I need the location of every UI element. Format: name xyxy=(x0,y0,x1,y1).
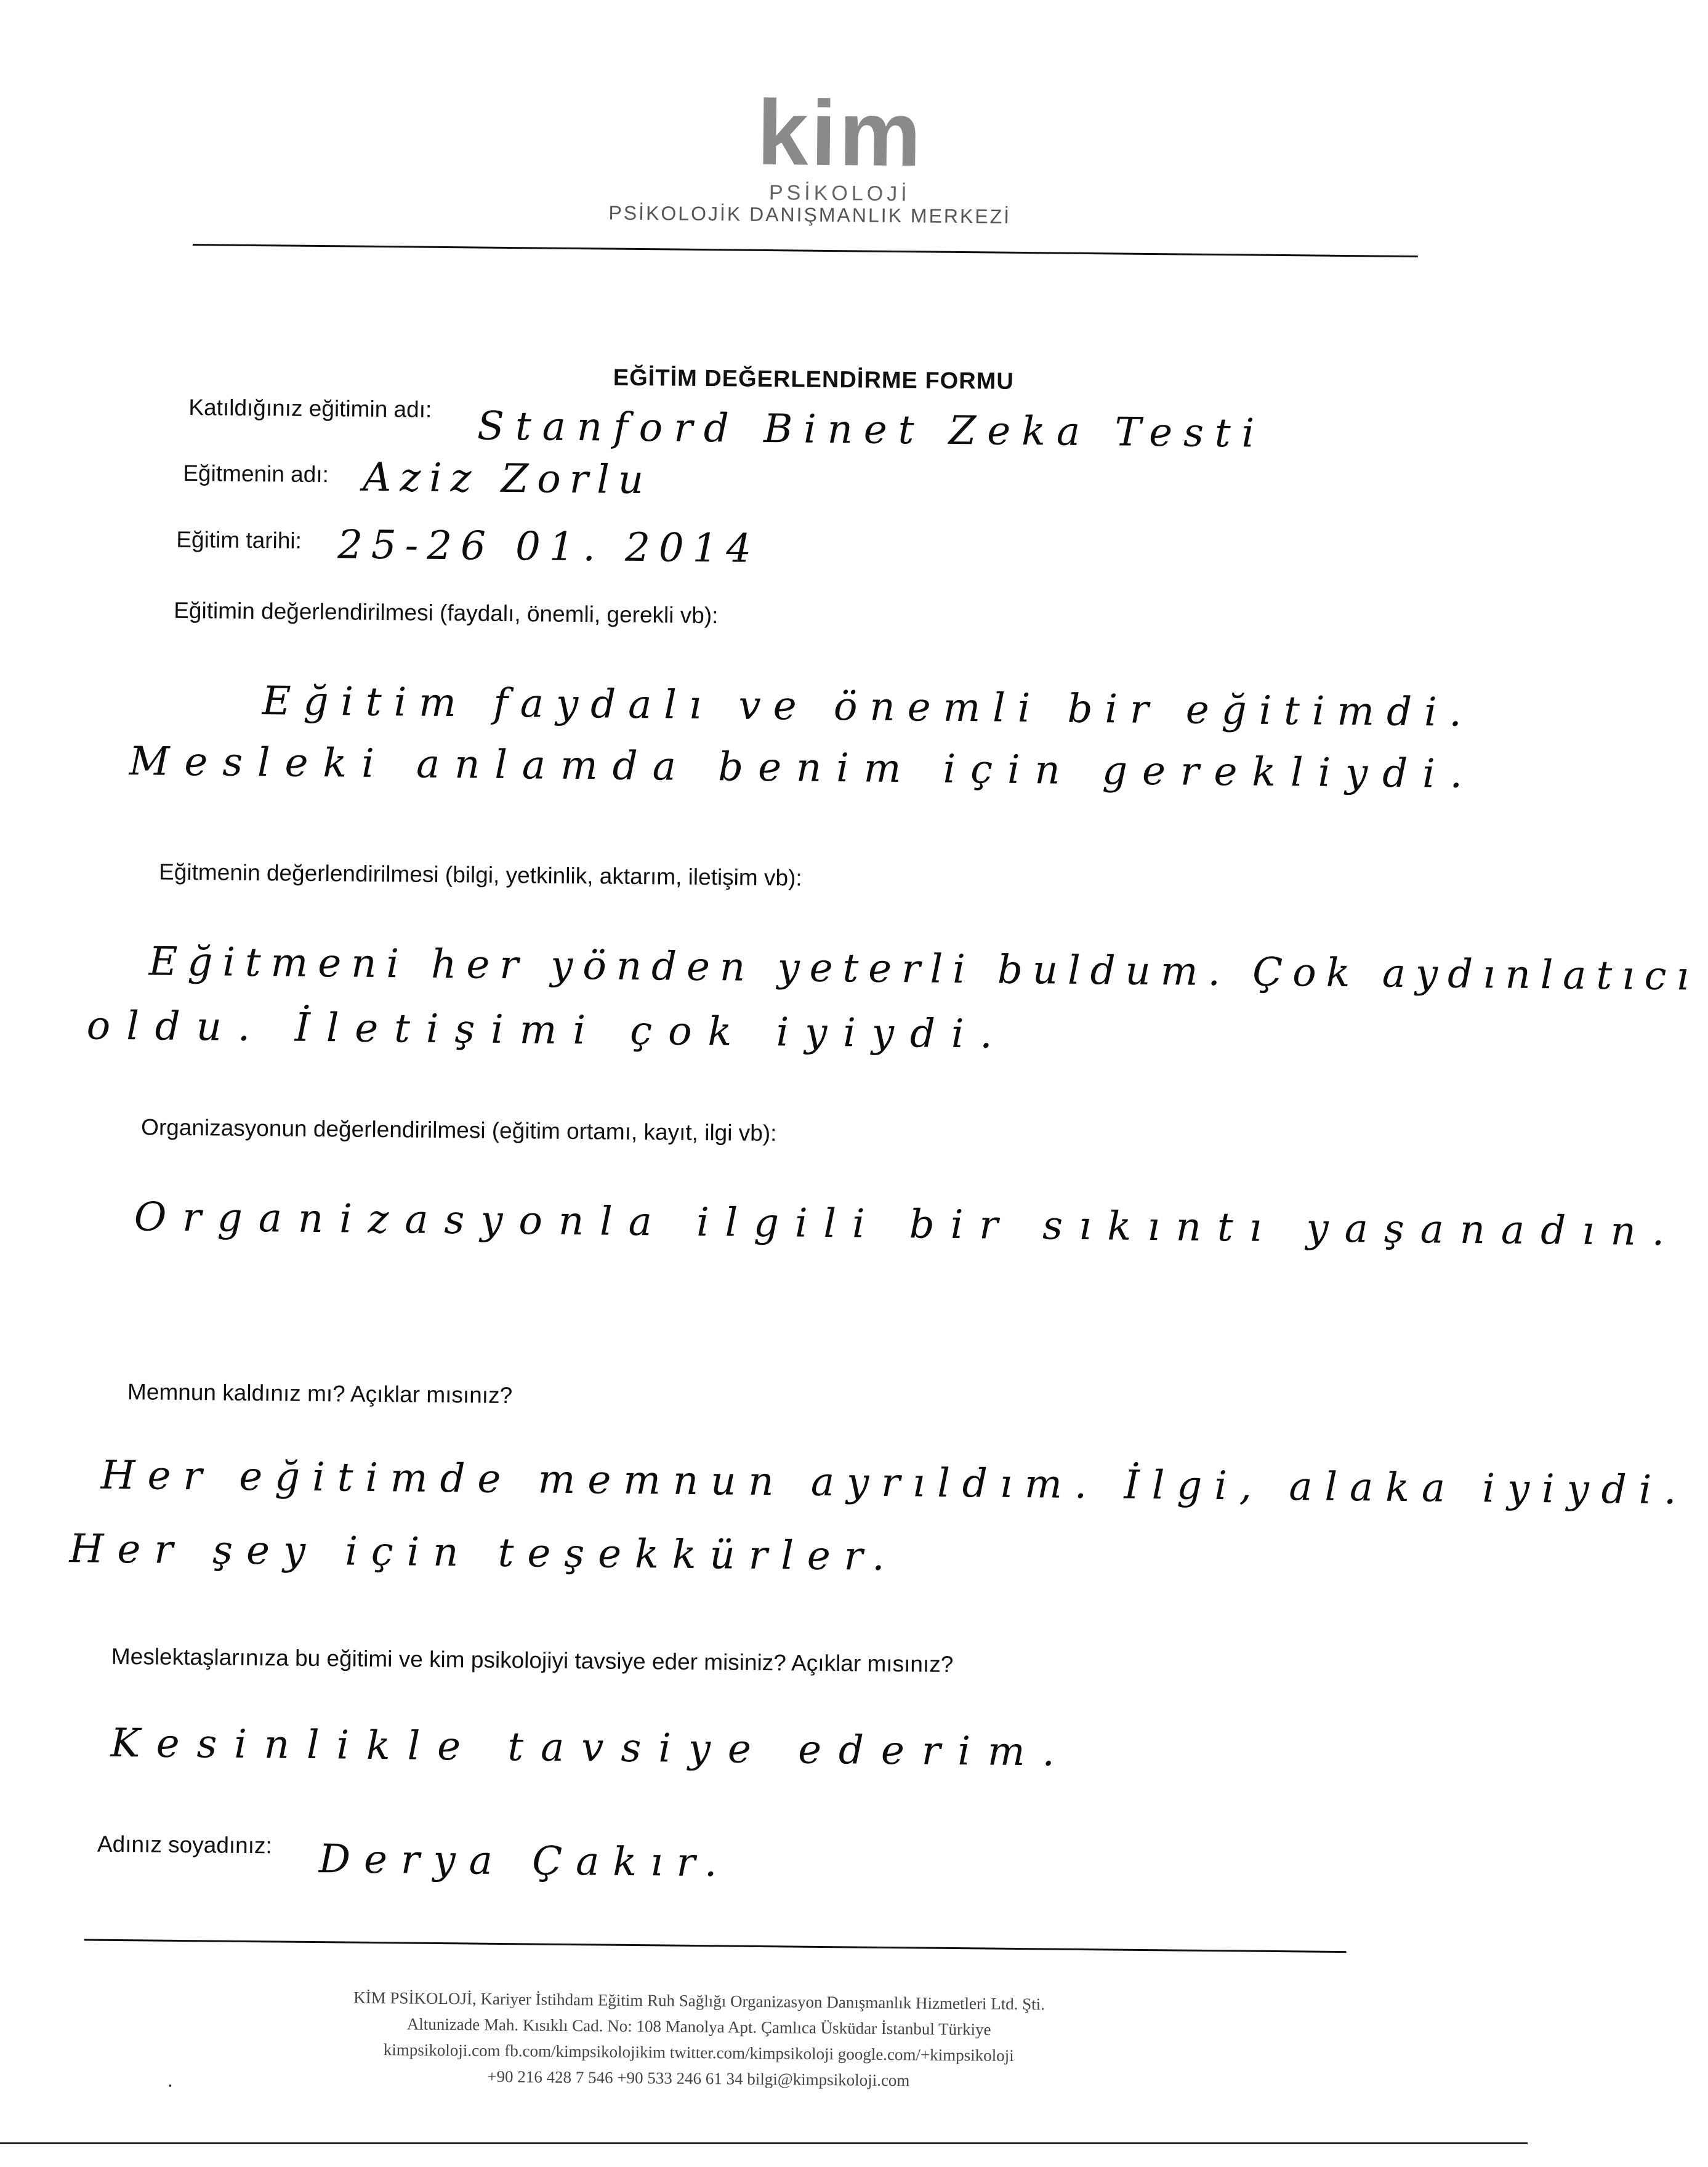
trainer-label: Eğitmenin adı: xyxy=(183,460,329,488)
footer-web: kimpsikoloji.com fb.com/kimpsikolojikim twitter.com/kimpsikoloji google.com/+kimpsikoloji xyxy=(383,2040,1014,2065)
logo-brand: PSİKOLOJİ xyxy=(768,181,911,206)
q1-answer-line1: Eğitim faydalı ve önemli bir eğitimdi. xyxy=(262,678,1475,736)
q3-label: Organizasyonun değerlendirilmesi (eğitim ortamı, kayıt, ilgi vb): xyxy=(140,1114,777,1146)
kim-psikoloji-logo xyxy=(729,80,952,206)
scan-edge xyxy=(0,2142,1528,2144)
q4-answer-line2: Her şey için teşekkürler. xyxy=(69,1526,899,1580)
scan-speck xyxy=(169,2085,171,2087)
trainer-value: Aziz Zorlu xyxy=(362,454,653,504)
q2-answer-line2: oldu. İletişimi çok iyiydi. xyxy=(86,1003,1009,1058)
footer xyxy=(175,1983,1223,2096)
q4-label: Memnun kaldınız mı? Açıklar mısınız? xyxy=(127,1379,513,1409)
name-value: Derya Çakır. xyxy=(318,1836,731,1886)
q5-answer-line1: Kesinlikle tavsiye ederim. xyxy=(110,1720,1073,1775)
footer-company: KİM PSİKOLOJİ, Kariyer İstihdam Eğitim Ruh Sağlığı Organizasyon Danışmanlık Hizmetleri Ltd. Şti. xyxy=(353,1988,1045,2014)
training-name-label: Katıldığınız eğitimin adı: xyxy=(188,394,432,422)
training-name-value: Stanford Binet Zeka Testi xyxy=(477,403,1266,457)
header-divider xyxy=(193,244,1418,257)
logo-mark: kim xyxy=(756,80,924,186)
footer-divider xyxy=(84,1939,1346,1953)
q2-label: Eğitmenin değerlendirilmesi (bilgi, yetkinlik, aktarım, iletişim vb): xyxy=(158,859,802,891)
date-value: 25-26 01. 2014 xyxy=(337,522,760,572)
q1-label: Eğitimin değerlendirilmesi (faydalı, önemli, gerekli vb): xyxy=(174,597,719,629)
q3-answer-line1: Organizasyonla ilgili bir sıkıntı yaşanadın. xyxy=(134,1194,1681,1255)
footer-address: Altunizade Mah. Kısıklı Cad. No: 108 Manolya Apt. Çamlıca Üsküdar İstanbul Türkiye xyxy=(406,2014,991,2039)
name-label: Adınız soyadınız: xyxy=(97,1831,273,1859)
footer-contact: +90 216 428 7 546 +90 533 246 61 34 bilgi@kimpsikoloji.com xyxy=(487,2067,910,2090)
q4-answer-line1: Her eğitimde memnun ayrıldım. İlgi, alaka iyiydi. xyxy=(100,1452,1689,1514)
date-label: Eğitim tarihi: xyxy=(176,526,302,553)
q1-answer-line2: Mesleki anlamda benim için gerekliydi. xyxy=(129,739,1478,798)
letterhead-subtitle: PSİKOLOJİK DANIŞMANLIK MERKEZİ xyxy=(608,201,1012,228)
q5-label: Meslektaşlarınıza bu eğitimi ve kim psikolojiyi tavsiye eder misiniz? Açıklar mısınız? xyxy=(111,1643,954,1678)
q2-answer-line1: Eğitmeni her yönden yeterli buldum. Çok aydınlatıcı xyxy=(148,939,1699,1000)
form-title: EĞİTİM DEĞERLENDİRME FORMU xyxy=(613,364,1014,395)
